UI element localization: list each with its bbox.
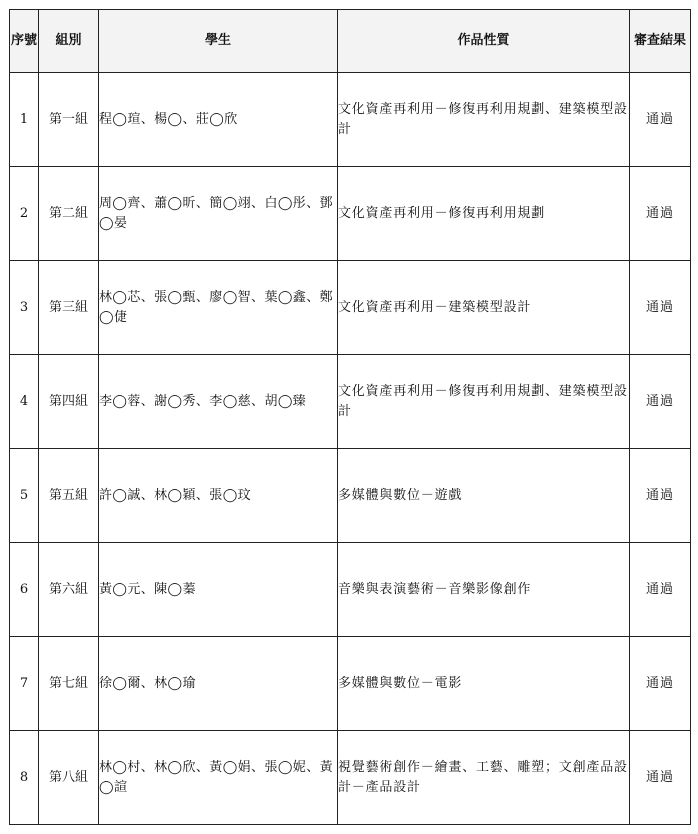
header-result: 審查結果: [630, 10, 691, 73]
student-names: 李◯蓉、謝◯秀、李◯慈、胡◯臻: [99, 355, 338, 449]
review-result: 通過: [630, 449, 691, 543]
review-result: 通過: [630, 261, 691, 355]
table-row: [10, 731, 691, 825]
table-row: [10, 543, 691, 637]
header-group: 組別: [39, 10, 99, 73]
row-number: 2: [10, 167, 39, 261]
student-names: 許◯誠、林◯穎、張◯玟: [99, 449, 338, 543]
row-number: 5: [10, 449, 39, 543]
group-name: 第八組: [39, 731, 99, 825]
group-name: 第三組: [39, 261, 99, 355]
student-names: 程◯瑄、楊◯、莊◯欣: [99, 73, 338, 167]
table-row: [10, 449, 691, 543]
row-number: 4: [10, 355, 39, 449]
row-number: 7: [10, 637, 39, 731]
group-name: 第一組: [39, 73, 99, 167]
table-row: [10, 261, 691, 355]
table-row: [10, 167, 691, 261]
work-type: 文化資產再利用－修復再利用規劃、建築模型設計: [338, 355, 630, 449]
group-name: 第六組: [39, 543, 99, 637]
header-students: 學生: [99, 10, 338, 73]
work-type: 文化資產再利用－建築模型設計: [338, 261, 630, 355]
work-type: 文化資產再利用－修復再利用規劃、建築模型設計: [338, 73, 630, 167]
group-name: 第五組: [39, 449, 99, 543]
row-number: 1: [10, 73, 39, 167]
row-number: 3: [10, 261, 39, 355]
review-result: 通過: [630, 167, 691, 261]
table-header-row: [10, 10, 691, 73]
header-work: 作品性質: [338, 10, 630, 73]
student-names: 周◯齊、蕭◯昕、簡◯翊、白◯彤、鄧◯晏: [99, 167, 338, 261]
review-result: 通過: [630, 73, 691, 167]
work-type: 多媒體與數位－遊戲: [338, 449, 630, 543]
table-row: [10, 355, 691, 449]
review-result: 通過: [630, 637, 691, 731]
review-result: 通過: [630, 355, 691, 449]
review-results-table: [9, 9, 691, 825]
work-type: 音樂與表演藝術－音樂影像創作: [338, 543, 630, 637]
row-number: 8: [10, 731, 39, 825]
student-names: 林◯村、林◯欣、黃◯娟、張◯妮、黃◯諠: [99, 731, 338, 825]
work-type: 多媒體與數位－電影: [338, 637, 630, 731]
table-row: [10, 637, 691, 731]
header-no: 序號: [10, 10, 39, 73]
review-result: 通過: [630, 731, 691, 825]
group-name: 第七組: [39, 637, 99, 731]
row-number: 6: [10, 543, 39, 637]
work-type: 視覺藝術創作－繪畫、工藝、雕塑；文創產品設計－產品設計: [338, 731, 630, 825]
work-type: 文化資產再利用－修復再利用規劃: [338, 167, 630, 261]
student-names: 徐◯爾、林◯瑜: [99, 637, 338, 731]
student-names: 黃◯元、陳◯蓁: [99, 543, 338, 637]
group-name: 第二組: [39, 167, 99, 261]
group-name: 第四組: [39, 355, 99, 449]
student-names: 林◯芯、張◯甄、廖◯智、葉◯鑫、鄭◯倢: [99, 261, 338, 355]
table-row: [10, 73, 691, 167]
review-result: 通過: [630, 543, 691, 637]
